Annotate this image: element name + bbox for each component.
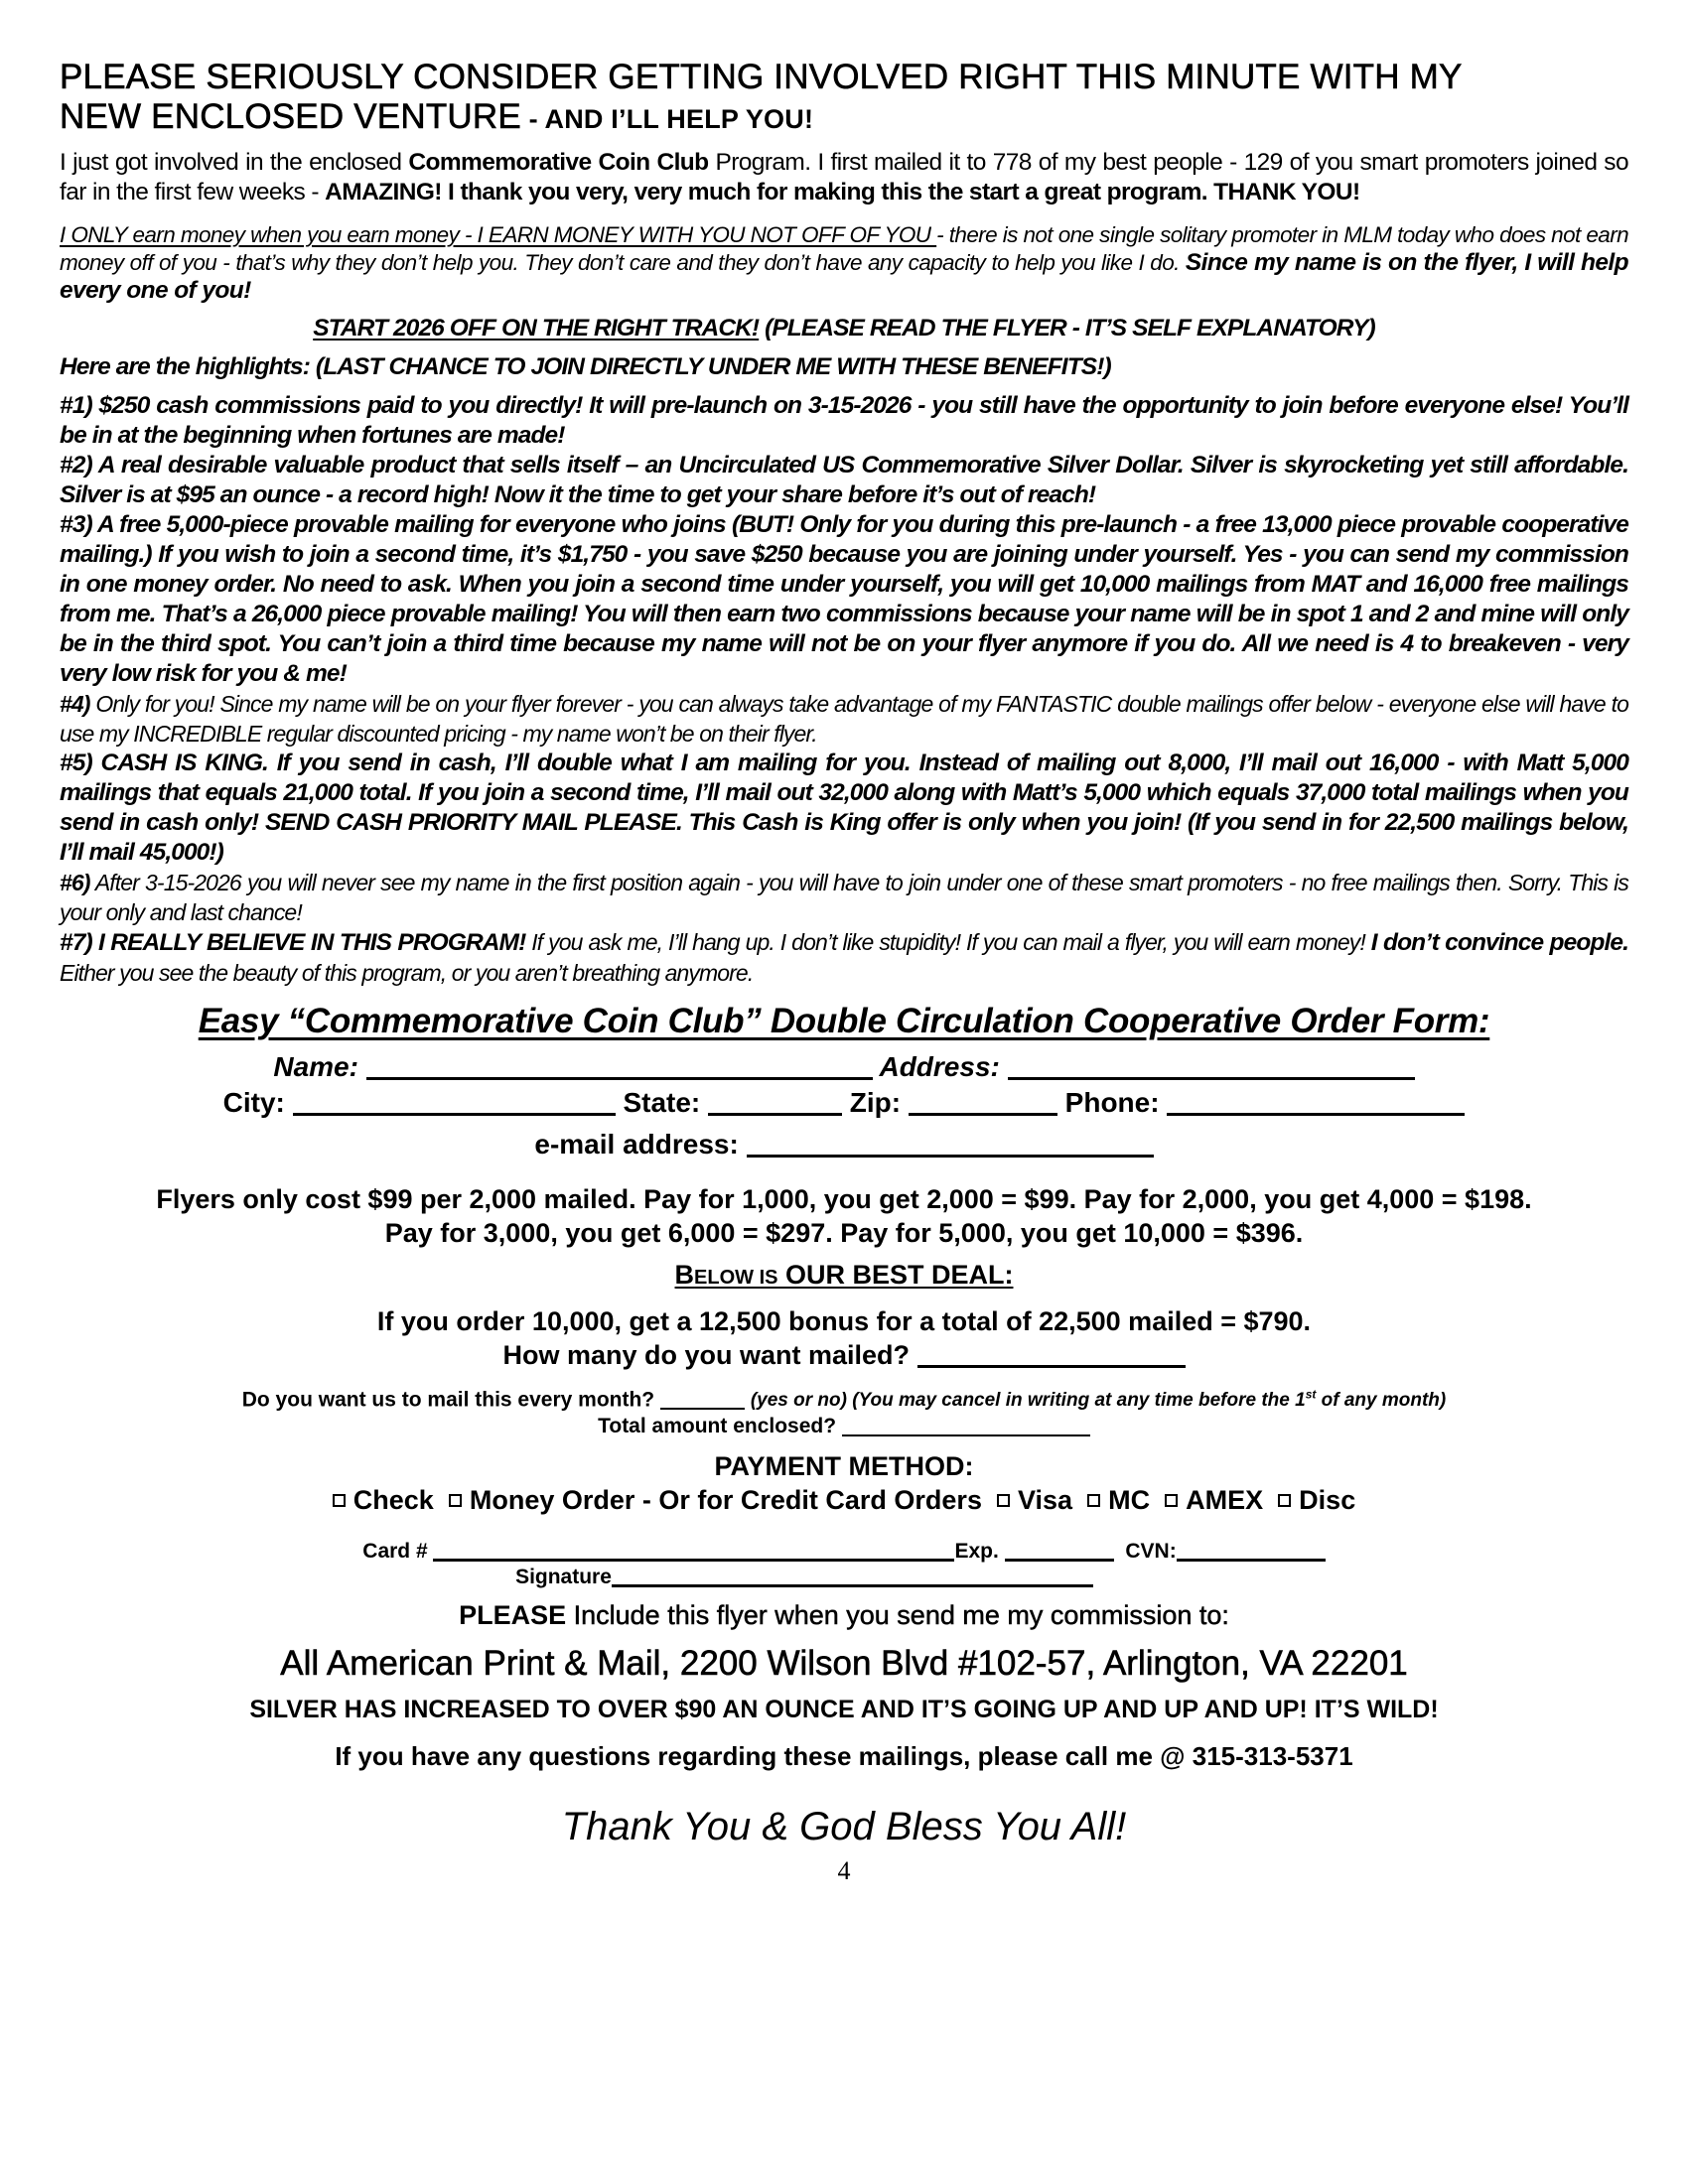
email-row — [60, 1127, 1628, 1162]
questions-line: If you have any questions regarding these mailings, please call me @ 315-313-5371 — [335, 1741, 1353, 1772]
signature-field[interactable] — [612, 1567, 1093, 1587]
payment-option-disc[interactable]: Disc — [1271, 1485, 1356, 1515]
exp-field[interactable] — [1005, 1541, 1114, 1562]
email-label: e-mail address: — [534, 1129, 739, 1160]
cvn-label: CVN: — [1125, 1540, 1177, 1564]
monthly-row — [60, 1382, 1628, 1414]
best-deal-rest: OUR BEST DEAL: — [777, 1260, 1014, 1290]
highlight-1: #1) $250 cash commissions paid to you directly! It will pre-launch on 3-15-2026 - you still have the opportunity to join before everyone else! You’ll be in at the beginning when fortunes are made! — [60, 392, 1628, 449]
highlights-list — [60, 391, 1628, 988]
checkbox-icon[interactable] — [449, 1494, 462, 1507]
highlight-4 — [60, 689, 1628, 749]
mailing-address: All American Print & Mail, 2200 Wilson Blvd #102-57, Arlington, VA 22201 — [280, 1644, 1408, 1684]
flyer-page — [60, 58, 1628, 1886]
headline-line-1: PLEASE SERIOUSLY CONSIDER GETTING INVOLVED RIGHT THIS MINUTE WITH MY — [60, 58, 1463, 96]
signature-label: Signature — [515, 1566, 612, 1589]
headline-line-2 — [60, 97, 1628, 139]
payment-option-visa[interactable]: Visa — [989, 1485, 1072, 1515]
headline-tail: - AND I’LL HELP YOU! — [520, 104, 814, 134]
program-name: Commemorative Coin Club — [408, 149, 709, 176]
checkbox-icon[interactable] — [997, 1494, 1010, 1507]
cvn-field[interactable] — [1177, 1541, 1326, 1562]
headline-main: NEW ENCLOSED VENTURE — [60, 97, 521, 136]
card-number-field[interactable] — [433, 1541, 954, 1562]
signature-row — [0, 1565, 1628, 1590]
page-headline — [60, 58, 1628, 139]
checkbox-icon[interactable] — [1087, 1494, 1100, 1507]
zip-label: Zip: — [849, 1087, 902, 1118]
highlight-6-label: #6) — [60, 870, 90, 895]
checkbox-icon[interactable] — [333, 1494, 346, 1507]
monthly-field[interactable] — [660, 1390, 745, 1410]
highlight-3: #3) A free 5,000-piece provable mailing for everyone who joins (BUT! Only for you during this pre-launch - a free 13,000 piece provable cooperative mailing.) If you wish to join a second time, it’s $1,750 - you save $250 because you are joining under yourself. Yes - you can send my commission in one money order. No need to ask. When you join a second time under yourself, you will get 10,000 mailings from MAT and 16,000 free mailings from me. That’s a 26,000 piece provable mailing! You will then earn two commissions because your name will be in spot 1 and 2 and mine will only be in the third spot. You can’t join a third time because my name will not be on your flyer anymore if you do. All we need is 4 to breakeven - very very low risk for you & me! — [60, 511, 1628, 687]
highlight-4-label: #4) — [60, 691, 90, 717]
best-deal-initial: B — [674, 1260, 695, 1290]
best-deal-heading — [60, 1258, 1628, 1295]
page-number: 4 — [837, 1856, 851, 1886]
payment-option-check[interactable]: Check — [333, 1485, 434, 1515]
best-deal-text: If you order 10,000, get a 12,500 bonus for a total of 22,500 mailed = $790. — [376, 1306, 1312, 1336]
zip-field[interactable] — [909, 1091, 1057, 1116]
earn-underlined: I ONLY earn money when you earn money - I EARN MONEY WITH YOU NOT OFF OF YOU — [60, 222, 937, 247]
card-label: Card # — [362, 1540, 428, 1564]
best-deal-smallcaps: ELOW IS — [694, 1267, 778, 1289]
highlight-7 — [60, 927, 1628, 988]
name-field[interactable] — [366, 1055, 873, 1080]
how-many-row — [60, 1338, 1628, 1372]
highlight-7-label: #7) I REALLY BELIEVE IN THIS PROGRAM! — [60, 929, 526, 956]
highlights-intro: Here are the highlights: (LAST CHANCE TO JOIN DIRECTLY UNDER ME WITH THESE BENEFITS!) — [60, 353, 1111, 380]
intro-thanks: AMAZING! I thank you very, very much for making this the start a great program. THANK YOU! — [325, 179, 1360, 205]
pricing-line-1: Flyers only cost $99 per 2,000 mailed. Pay for 1,000, you get 2,000 = $99. Pay for 2,000, you get 4,000 = $198. — [156, 1184, 1532, 1214]
highlight-7-bold: I don’t convince people. — [1370, 929, 1628, 956]
name-address-row — [60, 1049, 1628, 1085]
payment-option-mc[interactable]: MC — [1080, 1485, 1151, 1515]
state-label: State: — [623, 1087, 701, 1118]
highlight-2: #2) A real desirable valuable product that sells itself – an Uncirculated US Commemorative Silver Dollar. Silver is skyrocketing yet still affordable. Silver is at $95 an ounce - a record high! Now it the time to get your share before it’s out of reach! — [60, 452, 1628, 508]
earn-paragraph — [60, 221, 1628, 305]
total-row — [60, 1414, 1628, 1439]
city-state-zip-phone-row — [60, 1085, 1628, 1121]
how-many-field[interactable] — [917, 1343, 1186, 1368]
monthly-label: Do you want us to mail this every month? — [241, 1388, 655, 1412]
highlight-7-text: If you ask me, I’ll hang up. I don’t like stupidity! If you can mail a flyer, you will earn money! — [525, 929, 1371, 955]
track-rest: (PLEASE READ THE FLYER - IT’S SELF EXPLANATORY) — [759, 315, 1375, 341]
earn-italic: - there is not one single solitary promoter in MLM today who does not earn money off of you - that’s why they don’t help you. They don’t care and they don’t have any capacity to help you like I do. — [60, 222, 1629, 275]
payment-option-amex[interactable]: AMEX — [1158, 1485, 1264, 1515]
checkbox-icon[interactable] — [1165, 1494, 1178, 1507]
payment-options — [60, 1483, 1628, 1517]
city-label: City: — [222, 1087, 285, 1118]
address-field[interactable] — [1008, 1055, 1415, 1080]
email-field[interactable] — [747, 1133, 1154, 1158]
phone-field[interactable] — [1167, 1091, 1465, 1116]
checkbox-icon[interactable] — [1278, 1494, 1291, 1507]
state-field[interactable] — [708, 1091, 842, 1116]
monthly-note: (yes or no) (You may cancel in writing at any time before the 1st of any month) — [750, 1388, 1447, 1412]
total-label: Total amount enclosed? — [598, 1415, 837, 1438]
name-label: Name: — [273, 1051, 358, 1082]
highlight-6-text: After 3-15-2026 you will never see my name in the first position again - you will have to join under one of these smart promoters - no free mailings then. Sorry. This is your only and last chance! — [60, 870, 1628, 925]
payment-method-title: PAYMENT METHOD: — [714, 1451, 974, 1482]
earn-bold: Since my name is on the flyer, I will help every one of you! — [60, 249, 1628, 304]
thank-you-closing: Thank You & God Bless You All! — [561, 1805, 1127, 1849]
include-flyer-line: PLEASE Include this flyer when you send me my commission to: — [459, 1600, 1229, 1631]
intro-text-2: Program. I first mailed it to 778 of my best people - 129 of you smart promoters joined so far in the first few weeks - — [60, 149, 1628, 205]
how-many-label: How many do you want mailed? — [502, 1340, 911, 1370]
phone-label: Phone: — [1064, 1087, 1160, 1118]
total-field[interactable] — [842, 1417, 1090, 1436]
silver-notice: SILVER HAS INCREASED TO OVER $90 AN OUNCE AND IT’S GOING UP AND UP AND UP! IT’S WILD! — [249, 1696, 1439, 1724]
track-line — [60, 314, 1628, 343]
highlight-6 — [60, 868, 1628, 927]
city-field[interactable] — [293, 1091, 616, 1116]
highlight-7-text-2: Either you see the beauty of this program, or you aren’t breathing anymore. — [60, 960, 754, 986]
order-form-title: Easy “Commemorative Coin Club” Double Circulation Cooperative Order Form: — [198, 1002, 1490, 1040]
address-label: Address: — [879, 1051, 1000, 1082]
intro-paragraph — [60, 148, 1628, 207]
order-form — [60, 1002, 1628, 1886]
exp-label: Exp. — [954, 1540, 999, 1564]
highlight-4-text: Only for you! Since my name will be on your flyer forever - you can always take advantage of my FANTASTIC double mailings offer below - everyone else will have to use my INCREDIBLE regular discounted pricing - my name won’t be on their flyer. — [60, 691, 1628, 747]
intro-text: I just got involved in the enclosed — [60, 149, 409, 176]
highlight-5: #5) CASH IS KING. If you send in cash, I’ll double what I am mailing for you. Instead of mailing out 8,000, I’ll mail out 16,000 - with Matt 5,000 mailings that equals 21,000 total. If you join a second time, I’ll mail out 32,000 along with Matt’s 5,000 which equals 37,000 total mailings when you send in cash only! SEND CASH PRIORITY MAIL PLEASE. This Cash is King offer is only when you join! (If you send in for 22,500 mailings below, I’ll mail 45,000!) — [60, 750, 1628, 866]
card-row — [60, 1539, 1628, 1565]
pricing-line-2: Pay for 3,000, you get 6,000 = $297. Pay for 5,000, you get 10,000 = $396. — [384, 1218, 1304, 1248]
track-underlined: START 2026 OFF ON THE RIGHT TRACK! — [313, 315, 760, 341]
payment-option-money-order[interactable]: Money Order - Or for Credit Card Orders — [441, 1485, 982, 1515]
